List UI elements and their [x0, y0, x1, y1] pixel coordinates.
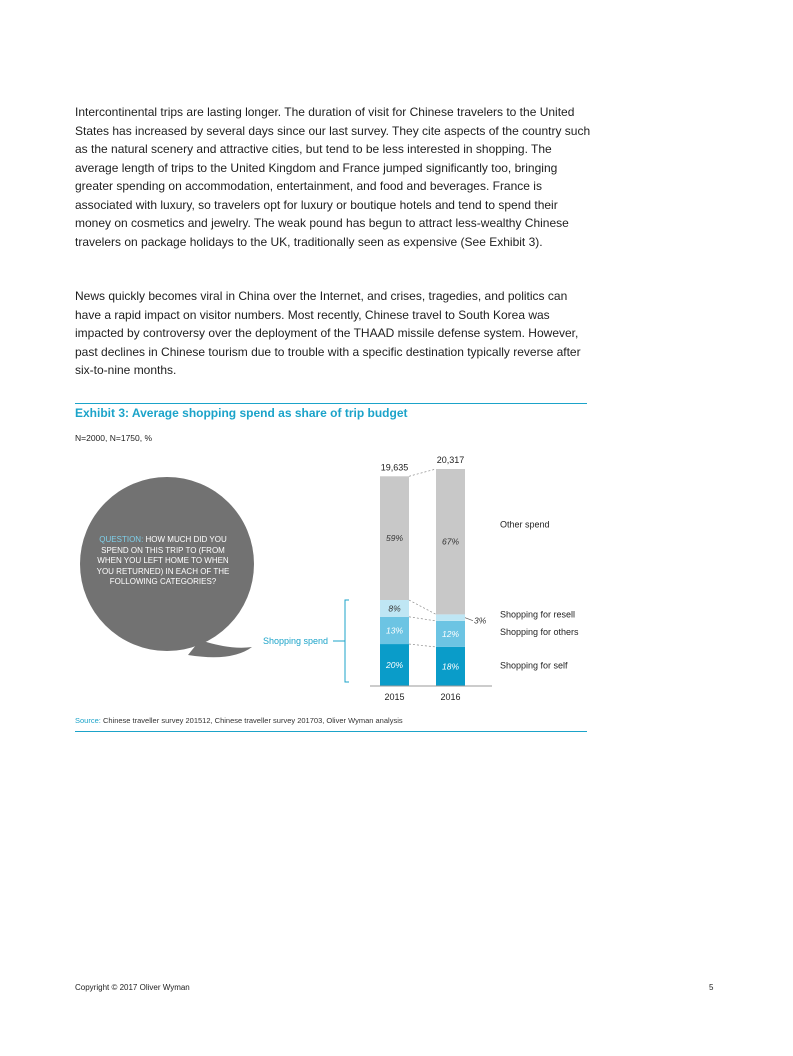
connector-line-3	[409, 644, 436, 647]
exhibit-title: Exhibit 3: Average shopping spend as share of trip budget	[75, 406, 408, 420]
connector-line-0	[409, 469, 436, 476]
data-label-2015-3: 59%	[385, 533, 404, 544]
total-label-2015: 19,635	[380, 462, 409, 473]
shopping-spend-label: Shopping spend	[262, 636, 328, 647]
data-label-2016-3: 67%	[441, 536, 460, 547]
data-label-2016-0: 18%	[441, 661, 460, 672]
data-label-2015-2: 8%	[388, 603, 401, 614]
data-label-2016-2: 3%	[474, 615, 487, 626]
body-paragraph-2: News quickly becomes viral in China over the Internet, and crises, tragedies, and politics can have a rapid impact on visitor numbers. Most recently, Chinese travel to South Korea was impacted by controversy over the deployment of the THAAD missile defense system. However, past declines in Chinese tourism due to trouble with a specific destination typically reverse after six-to-nine months.	[75, 289, 581, 377]
x-tick-label-2015: 2015	[384, 692, 405, 702]
body-paragraph-1: Intercontinental trips are lasting longer. The duration of visit for Chinese travelers to the United States has increased by several days since our last survey. They cite aspects of the country such as the natural scenery and attractive cities, but tend to be less interested in shopping. The average length of trips to the United Kingdom and France jumped significantly too, bringing greater spending on accommodation, entertainment, and food and beverages. France is associated with luxury, so travelers opt for luxury or boutique hotels and tend to spend their money on cosmetics and jewelry. The weak pound has begun to attract less-wealthy Chinese travelers on package holidays to the UK, traditionally seen as expensive (See Exhibit 3).	[75, 105, 591, 249]
resell-2016-leader	[465, 618, 473, 621]
data-label-2015-1: 13%	[385, 625, 404, 636]
x-tick-label-2016: 2016	[440, 692, 461, 702]
data-label-2015-0: 20%	[385, 660, 404, 671]
total-label-2016: 20,317	[436, 455, 465, 465]
legend-other-spend: Other spend	[500, 519, 550, 530]
question-text-block	[96, 535, 230, 588]
question-label: QUESTION:	[99, 535, 144, 544]
connector-line-1	[409, 600, 436, 614]
source-text: Chinese traveller survey 201512, Chinese traveller survey 201703, Oliver Wyman analysis	[102, 716, 403, 725]
legend-shopping-for-others: Shopping for others	[500, 627, 579, 638]
legend-shopping-for-self: Shopping for self	[500, 660, 568, 671]
shopping-spend-bracket	[345, 600, 349, 682]
page-number: 5	[709, 983, 714, 992]
connector-line-2	[409, 617, 436, 621]
bar-segment-shopping-for-resell-2016	[436, 614, 465, 621]
footer-copyright: Copyright © 2017 Oliver Wyman	[75, 983, 190, 992]
data-label-2016-1: 12%	[441, 628, 460, 639]
question-text: HOW MUCH DID YOU SPEND ON THIS TRIP TO (FROM WHEN YOU LEFT HOME TO WHEN YOU RETURNED) IN EACH OF THE FOLLOWING CATEGORIES?	[96, 535, 230, 586]
source-note	[75, 716, 403, 725]
exhibit-sample-note: N=2000, N=1750, %	[75, 433, 153, 443]
source-label: Source:	[75, 716, 101, 725]
exhibit-bottom-rule	[75, 731, 587, 732]
legend-shopping-for-resell: Shopping for resell	[500, 609, 576, 620]
